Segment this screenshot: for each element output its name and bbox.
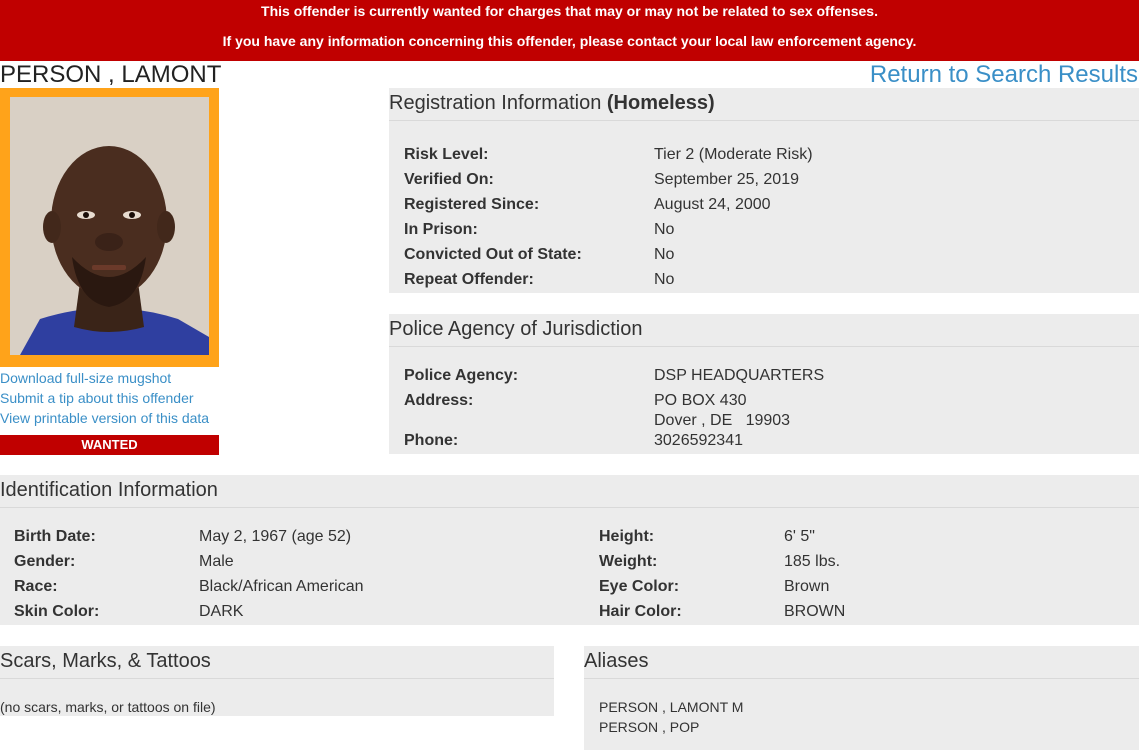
scars-marks-tattoos-title: Scars, Marks, & Tattoos <box>0 646 554 679</box>
phone-value: 3026592341 <box>654 432 743 449</box>
printable-version-link[interactable]: View printable version of this data <box>0 410 210 426</box>
skin-color-label: Skin Color: <box>14 603 100 620</box>
registered-since-value: August 24, 2000 <box>654 196 771 213</box>
risk-level-label: Risk Level: <box>404 146 489 163</box>
verified-on-label: Verified On: <box>404 171 494 188</box>
scars-marks-tattoos-panel <box>0 646 554 716</box>
skin-color-value: DARK <box>199 603 244 620</box>
height-label: Height: <box>599 528 655 545</box>
in-prison-label: In Prison: <box>404 221 478 238</box>
banner-line-2: If you have any information concerning this offender, please contact your local law enforcement agency. <box>222 33 917 49</box>
police-agency-label: Police Agency: <box>404 367 519 384</box>
wanted-alert-banner <box>0 0 1139 61</box>
address-line-2: Dover , DE 19903 <box>654 412 791 429</box>
registered-since-label: Registered Since: <box>404 196 540 213</box>
hair-color-label: Hair Color: <box>599 603 682 620</box>
mugshot-image <box>10 97 209 355</box>
gender-label: Gender: <box>14 553 76 570</box>
repeat-offender-label: Repeat Offender: <box>404 271 534 288</box>
aliases-panel <box>584 646 1139 750</box>
repeat-offender-value: No <box>654 271 675 288</box>
offender-name: PERSON , LAMONT <box>0 61 222 88</box>
registration-info-panel <box>389 88 1139 293</box>
convicted-out-of-state-value: No <box>654 246 675 263</box>
identification-info-panel <box>0 475 1139 625</box>
wanted-label: WANTED <box>0 435 219 455</box>
return-to-search-results-link[interactable]: Return to Search Results <box>869 61 1138 88</box>
convicted-out-of-state-label: Convicted Out of State: <box>404 246 582 263</box>
eye-color-value: Brown <box>784 578 830 595</box>
submit-tip-link[interactable]: Submit a tip about this offender <box>0 390 194 406</box>
hair-color-value: BROWN <box>784 603 846 620</box>
birth-date-label: Birth Date: <box>14 528 96 545</box>
race-value: Black/African American <box>199 578 364 595</box>
in-prison-value: No <box>654 221 675 238</box>
aliases-title: Aliases <box>584 646 1139 679</box>
address-line-1: PO BOX 430 <box>654 392 747 409</box>
download-mugshot-link[interactable]: Download full-size mugshot <box>0 370 172 386</box>
police-agency-value: DSP HEADQUARTERS <box>654 367 825 384</box>
banner-line-1: This offender is currently wanted for charges that may or may not be related to sex offenses. <box>261 3 878 19</box>
height-value: 6' 5" <box>784 528 815 545</box>
birth-date-value: May 2, 1967 (age 52) <box>199 528 352 545</box>
weight-value: 185 lbs. <box>784 553 841 570</box>
police-agency-panel <box>389 314 1139 454</box>
gender-value: Male <box>199 553 234 570</box>
verified-on-value: September 25, 2019 <box>654 171 799 188</box>
phone-label: Phone: <box>404 432 459 449</box>
mugshot-photo <box>10 97 209 355</box>
registration-status: (Homeless) <box>606 92 715 114</box>
eye-color-label: Eye Color: <box>599 578 680 595</box>
weight-label: Weight: <box>599 553 658 570</box>
offender-action-links <box>0 368 209 428</box>
risk-level-value: Tier 2 (Moderate Risk) <box>654 146 813 163</box>
registration-info-title <box>389 88 1139 121</box>
race-label: Race: <box>14 578 58 595</box>
address-label: Address: <box>404 392 474 409</box>
police-agency-title: Police Agency of Jurisdiction <box>389 314 1139 347</box>
alias-item: PERSON , POP <box>599 719 700 735</box>
registration-title-text: Registration Information <box>389 92 602 114</box>
alias-item: PERSON , LAMONT M <box>599 699 744 715</box>
identification-info-title: Identification Information <box>0 475 1139 508</box>
scars-marks-tattoos-text: (no scars, marks, or tattoos on file) <box>0 699 216 715</box>
